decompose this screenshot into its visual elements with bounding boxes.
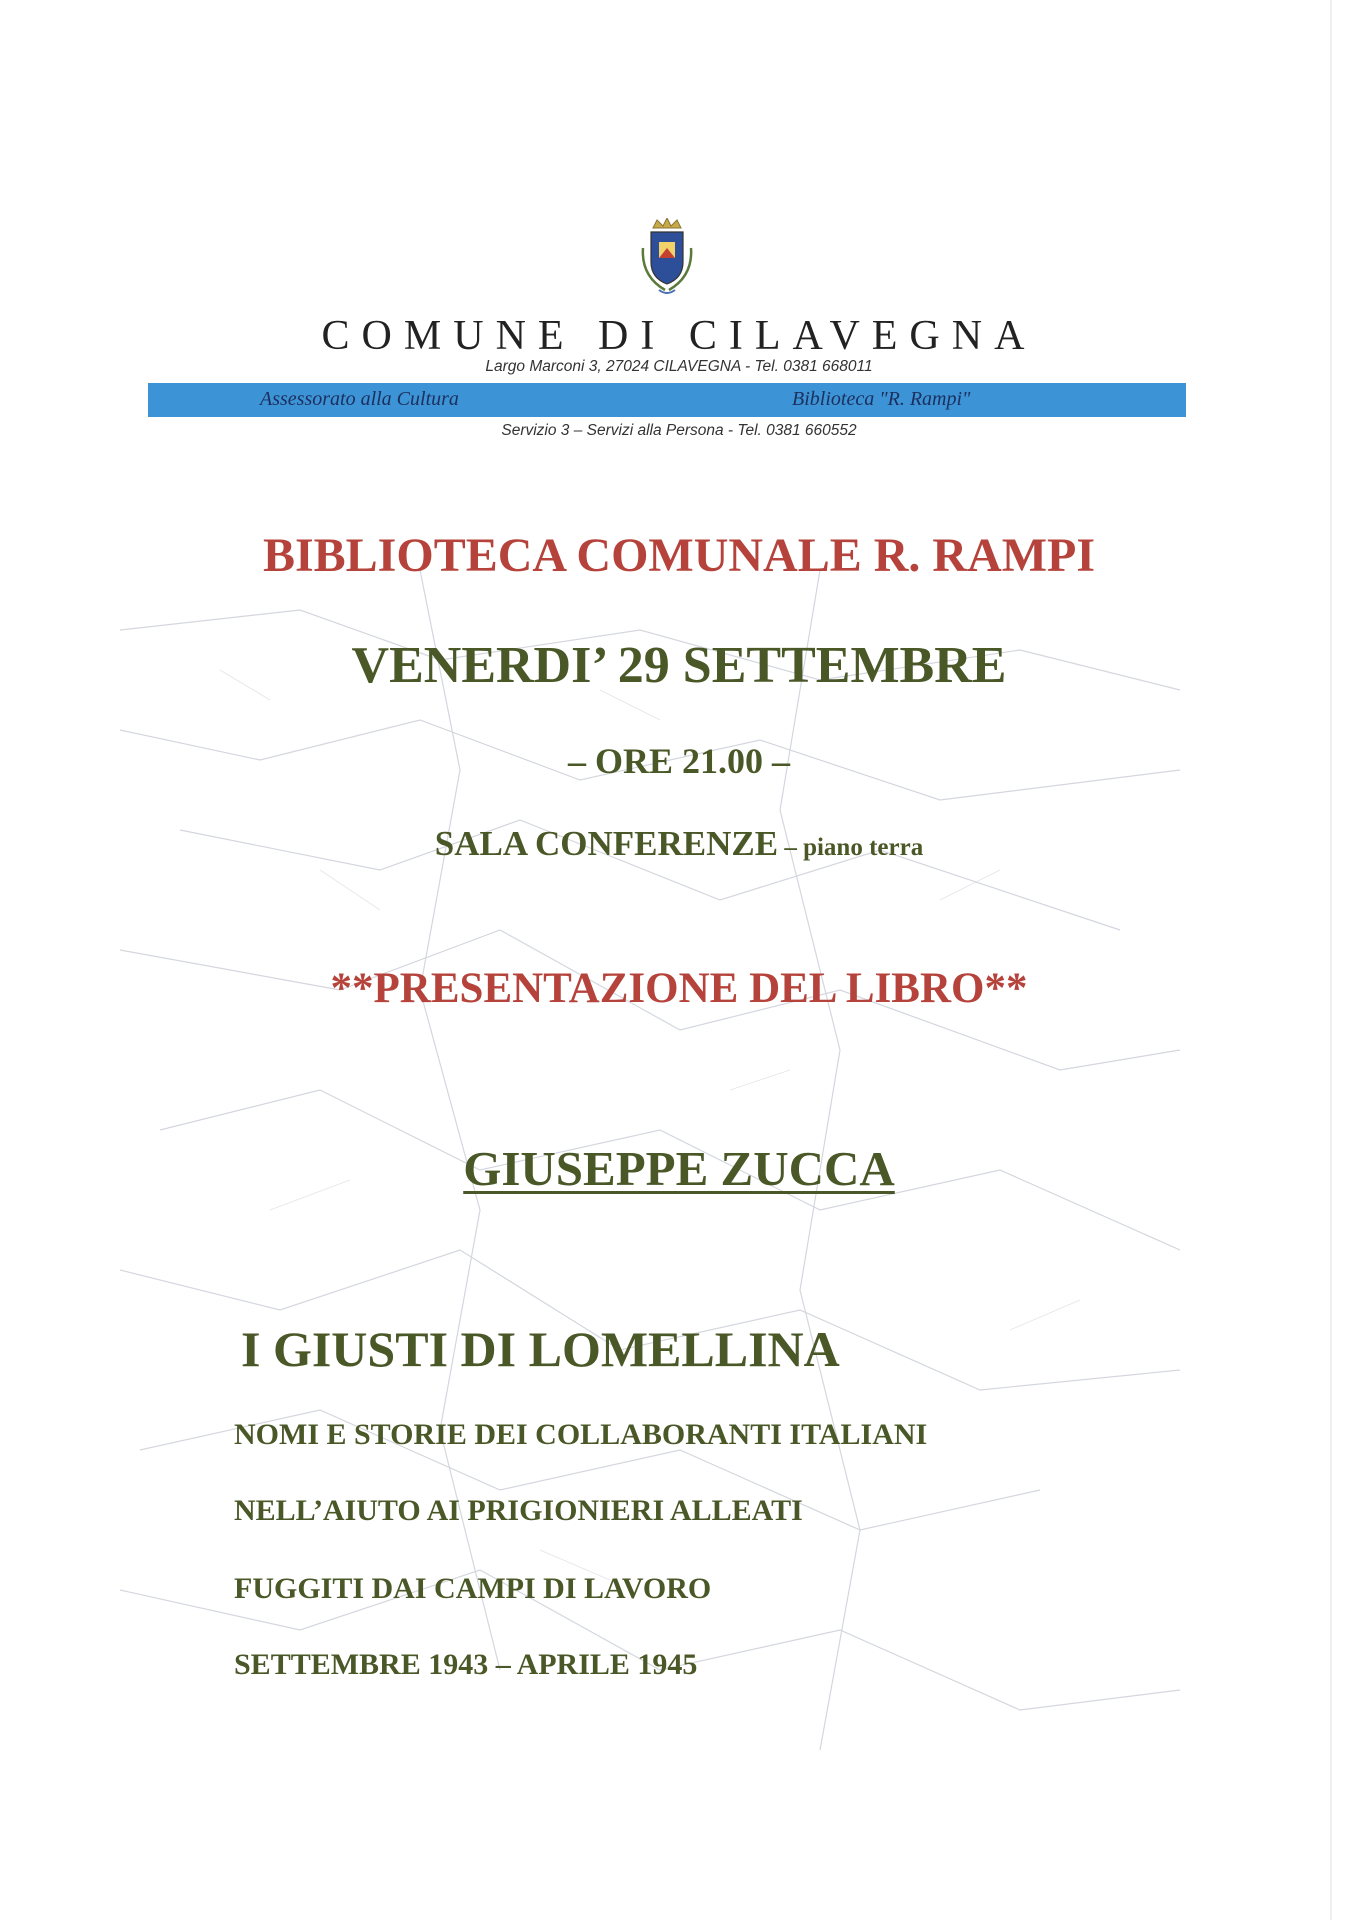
subtitle-line: SETTEMBRE 1943 – APRILE 1945 <box>234 1648 698 1681</box>
book-title: I GIUSTI DI LOMELLINA <box>241 1321 840 1377</box>
author-name <box>0 1140 1358 1197</box>
service-line: Servizio 3 – Servizi alla Persona - Tel. 0381 660552 <box>501 422 857 439</box>
event-date: VENERDI’ 29 SETTEMBRE <box>351 637 1007 694</box>
municipality-title: COMUNE DI CILAVEGNA <box>321 313 1037 359</box>
room-floor-note: – piano terra <box>778 834 924 861</box>
author-name-text: GIUSEPPE ZUCCA <box>463 1141 895 1196</box>
culture-department-label: Assessorato alla Cultura <box>260 388 459 410</box>
library-heading: BIBLIOTECA COMUNALE R. RAMPI <box>262 529 1096 582</box>
library-label: Biblioteca "R. Rampi" <box>792 388 971 410</box>
subtitle-line: NOMI E STORIE DEI COLLABORANTI ITALIANI <box>234 1418 928 1451</box>
address-line: Largo Marconi 3, 27024 CILAVEGNA - Tel. 0381 668011 <box>485 358 873 375</box>
subtitle-line: NELL’AIUTO AI PRIGIONIERI ALLEATI <box>234 1494 803 1527</box>
subtitle-line: FUGGITI DAI CAMPI DI LAVORO <box>234 1572 712 1605</box>
event-time: – ORE 21.00 – <box>567 741 790 781</box>
presentation-heading: **PRESENTAZIONE DEL LIBRO** <box>330 965 1028 1012</box>
room-name: SALA CONFERENZE <box>434 824 779 863</box>
page-edge-divider <box>1330 0 1332 1920</box>
event-room <box>0 824 1358 864</box>
municipal-coat-of-arms-icon <box>639 218 695 296</box>
department-band <box>148 383 1186 417</box>
